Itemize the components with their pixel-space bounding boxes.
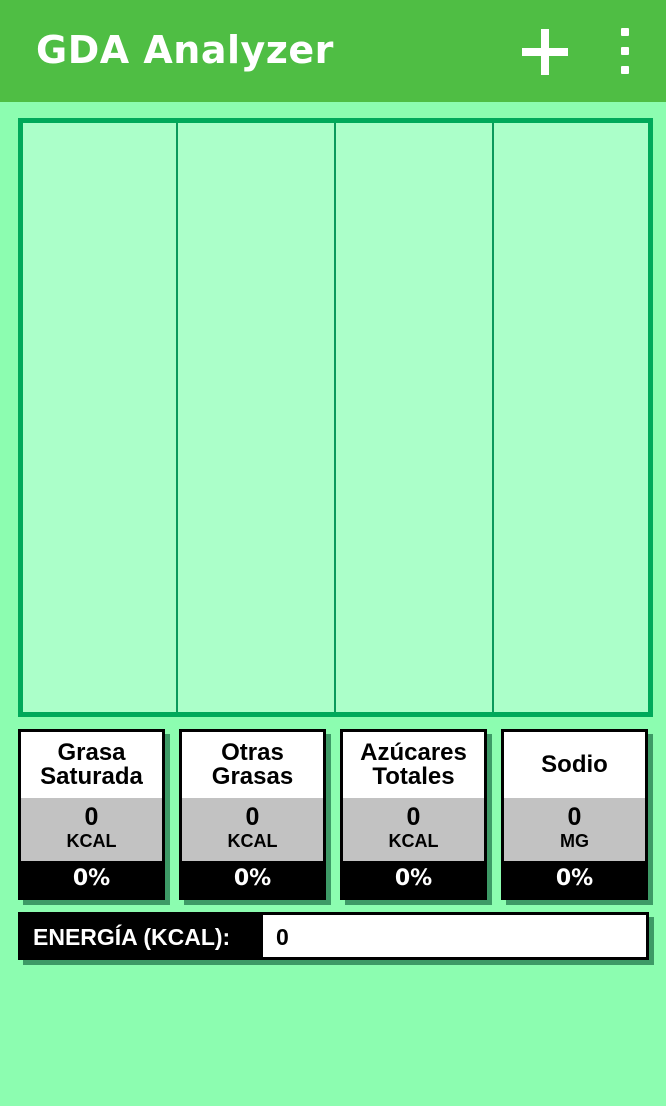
card-unit: MG (560, 831, 589, 851)
gda-chart-area (18, 118, 653, 717)
card-value: 0 (567, 803, 582, 831)
chart-column-sodio (494, 123, 648, 712)
card-value-box (21, 798, 162, 861)
chart-column-otras-grasas (178, 123, 336, 712)
energy-value: 0 (263, 915, 646, 957)
card-value: 0 (245, 803, 260, 831)
app-title: GDA Analyzer (36, 28, 334, 72)
chart-column-azucares-totales (336, 123, 494, 712)
chart-column-grasa-saturada (23, 123, 178, 712)
card-title: Otras Grasas (211, 739, 294, 790)
card-value: 0 (406, 803, 421, 831)
card-unit: KCAL (388, 831, 439, 851)
card-value-box (504, 798, 645, 861)
add-icon[interactable] (522, 29, 568, 75)
card-percent: 0% (21, 861, 162, 897)
card-title: Grasa Saturada (40, 739, 143, 790)
card-value-box (343, 798, 484, 861)
more-vert-icon[interactable] (614, 28, 636, 74)
card-grasa-saturada (18, 729, 165, 900)
card-percent: 0% (182, 861, 323, 897)
card-value: 0 (84, 803, 99, 831)
card-unit: KCAL (66, 831, 117, 851)
card-value-box (182, 798, 323, 861)
card-azucares-totales (340, 729, 487, 900)
card-sodio (501, 729, 648, 900)
app-bar (0, 0, 666, 102)
energy-label: ENERGÍA (KCAL): (33, 924, 231, 950)
card-title: Azúcares Totales (360, 739, 467, 790)
card-otras-grasas (179, 729, 326, 900)
card-percent: 0% (343, 861, 484, 897)
card-unit: KCAL (227, 831, 278, 851)
card-percent: 0% (504, 861, 645, 897)
energy-row (18, 912, 649, 960)
card-title: Sodio (541, 751, 608, 778)
